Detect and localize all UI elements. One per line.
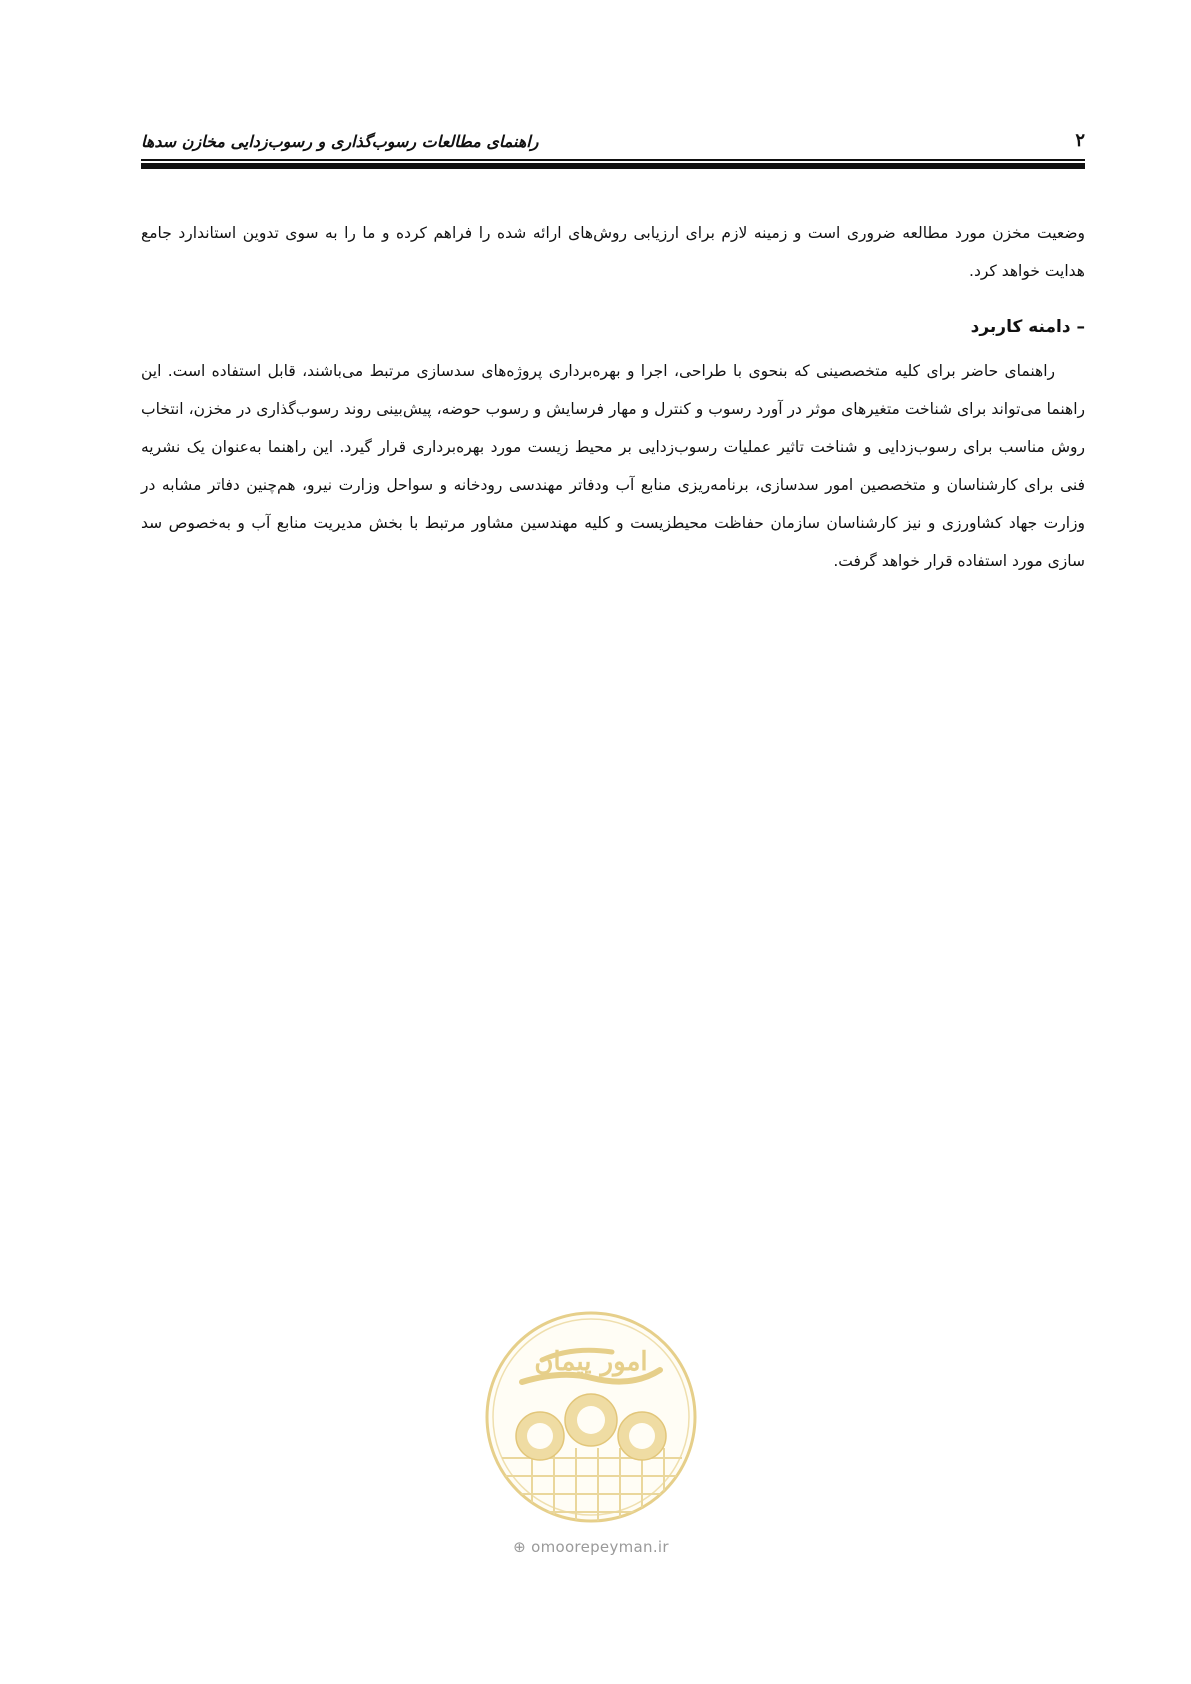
watermark-url bbox=[0, 1538, 1182, 1556]
document-body bbox=[141, 214, 1085, 580]
page-number: ۲ bbox=[1075, 130, 1085, 151]
header-rule-thick bbox=[141, 163, 1085, 169]
running-header-title: راهنمای مطالعات رسوب‌گذاری و رسوب‌زدایی مخازن سدها bbox=[141, 132, 539, 151]
watermark-url-text: omoorepeyman.ir bbox=[531, 1538, 669, 1556]
header-rule-thin bbox=[141, 159, 1085, 161]
globe-icon: ⊕ bbox=[513, 1538, 527, 1556]
section-heading-scope: – دامنه کاربرد bbox=[970, 317, 1085, 337]
page-header bbox=[141, 128, 1085, 158]
scope-paragraph: راهنمای حاضر برای کلیه متخصصینی که بنحوی با طراحی، اجرا و بهره‌برداری پروژه‌های سدسازی مرتبط می‌باشند، قابل استفاده است. این راهنما می‌تواند برای شناخت متغیرهای موثر در آورد رسوب و کنترل و مهار فرسایش و رسوب حوضه، پیش‌بینی روند رسوب‌گذاری در مخزن، انتخاب روش مناسب برای رسوب‌زدایی و شناخت تاثیر عملیات رسوب‌زدایی بر محیط زیست مورد بهره‌برداری قرار گیرد. این راهنما به‌عنوان یک نشریه فنی برای کارشناسان و متخصصین امور سدسازی، برنامه‌ریزی منابع آب ودفاتر مهندسی رودخانه و سواحل وزارت نیرو، هم‌چنین دفاتر مشابه در وزارت جهاد کشاورزی و نیز کارشناسان سازمان حفاظت محیطزیست و کلیه مهندسین مشاور مرتبط با بخش مدیریت منابع آب و به‌خصوص سد سازی مورد استفاده قرار خواهد گرفت. bbox=[141, 362, 1085, 570]
svg-text:امور پیمان: امور پیمان bbox=[534, 1347, 648, 1377]
watermark-seal-logo bbox=[482, 1308, 700, 1526]
intro-paragraph: وضعیت مخزن مورد مطالعه ضروری است و زمینه لازم برای ارزیابی روش‌های ارائه شده را فراهم کرده و ما را به سوی تدوین استاندارد جامع هدایت خواهد کرد. bbox=[141, 224, 1085, 280]
